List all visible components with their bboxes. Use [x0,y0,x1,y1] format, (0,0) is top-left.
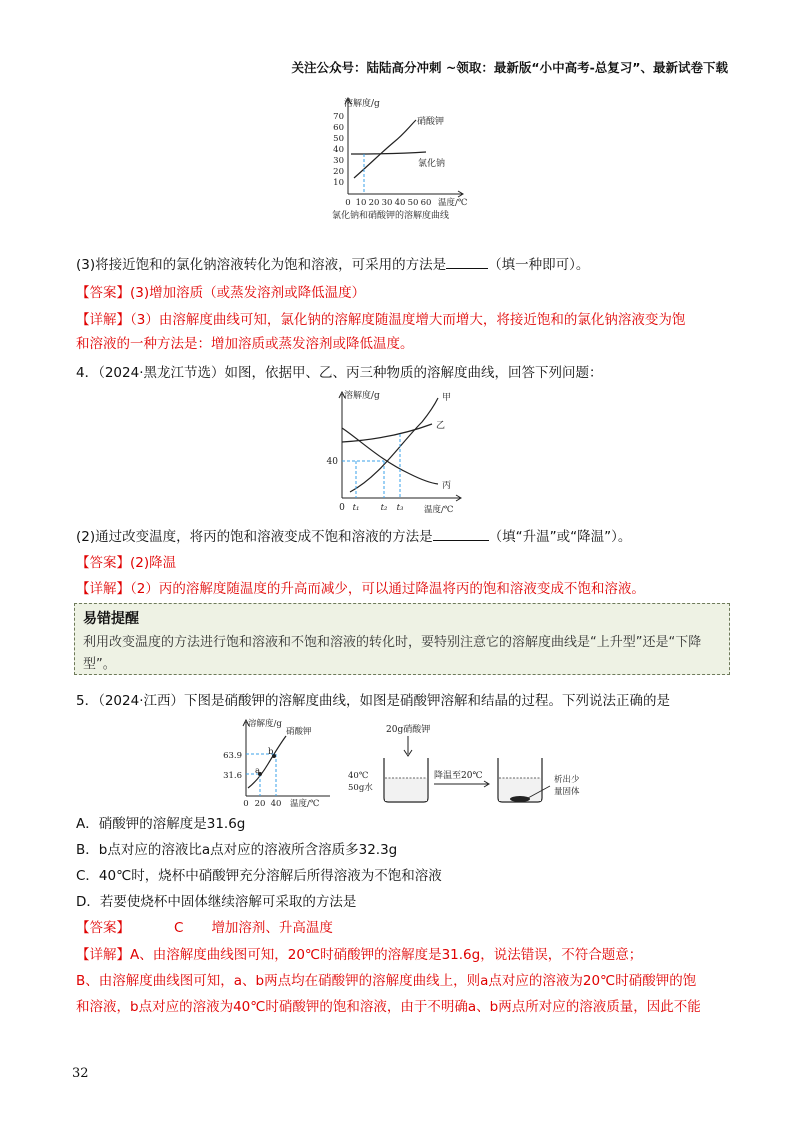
q5-answer: 【答案】 C 增加溶剂、升高温度 [76,920,333,936]
chart1-xtick: 50 [407,198,419,208]
chart2-label-jia: 甲 [442,393,452,403]
q4-subquestion: (2)通过改变温度，将丙的饱和溶液变成不饱和溶液的方法是 （填“升温”或“降温”）。 [76,526,736,548]
chart2-t1: t₁ [352,503,360,513]
chart1-ytick: 50 [333,134,344,144]
process-result-2: 量固体 [554,787,580,797]
q3-detail-1: 【详解】（3）由溶解度曲线可知，氯化钠的溶解度随温度增大而增大，将接近饱和的氯化钠溶液变为饱 [76,312,686,328]
curve-kno3-q5 [248,736,286,788]
q3-question: (3)将接近饱和的氯化钠溶液转化为饱和溶液，可采用的方法是 （填一种即可）。 [76,254,736,276]
chart1-label-kno3: 硝酸钾 [417,117,445,127]
chart3-xlabel: 温度/℃ [290,799,320,809]
process-arrow-label: 降温至20℃ [434,771,483,781]
precipitate-solid [510,796,530,802]
chart2-label-bing: 丙 [442,481,452,491]
chart1-xlabel: 温度/℃ [438,198,468,208]
error-tip-title: 易错提醒 [83,611,139,627]
curve-kno3 [354,120,416,178]
chart2-t3: t₃ [396,503,404,513]
q5-detail-2: B、由溶解度曲线图可知，a、b两点均在硝酸钾的溶解度曲线上，则a点对应的溶液为20℃时硝酸钾的饱 [76,973,697,989]
page-number: 32 [72,1066,89,1081]
q5-option-b: B．b点对应的溶液比a点对应的溶液所含溶质多32.3g [76,842,398,858]
process-water-label: 50g水 [348,783,373,793]
kno3-process-diagram [348,720,592,808]
chart1-caption: 氯化钠和硝酸钾的溶解度曲线 [332,211,450,221]
chart3-xtick: 20 [254,799,266,809]
chart1-ytick: 70 [333,112,344,122]
curve-yi [342,424,432,442]
q5-detail-3: 和溶液，b点对应的溶液为40℃时硝酸钾的饱和溶液，由于不明确a、b两点所对应的溶液质量，因此不能 [76,999,701,1015]
q3-answer: 【答案】(3)增加溶质（或蒸发溶剂或降低温度） [76,285,366,301]
process-result-1: 析出少 [554,775,580,785]
q5-detail-1: 【详解】A、由溶解度曲线图可知，20℃时硝酸钾的溶解度是31.6g，说法错误，不符合题意； [76,947,643,963]
chart2-t2: t₂ [380,503,388,513]
chart3-curve-label: 硝酸钾 [286,727,312,737]
q4-answer: 【答案】(2)降温 [76,555,177,571]
curve-jia [350,398,438,492]
error-tip-box [74,603,730,675]
q3-blank [446,254,488,269]
chart3-xtick: 40 [270,799,282,809]
q5-option-c: C．40℃时，烧杯中硝酸钾充分溶解后所得溶液为不饱和溶液 [76,868,442,884]
chart3-y2: 31.6 [223,771,242,781]
chart1-ytick: 30 [333,156,344,166]
chart-abc-solubility [320,384,470,516]
beaker-left-liquid [385,778,427,801]
q4-question: 4．（2024·黑龙江节选）如图，依据甲、乙、丙三种物质的溶解度曲线，回答下列问题： [76,365,603,381]
chart-kno3-solubility [223,714,338,810]
chart2-label-yi: 乙 [436,421,446,431]
chart1-ylabel: 溶解度/g [344,99,380,109]
chart1-ytick: 60 [333,123,344,133]
chart2-xlabel: 温度/℃ [424,505,454,515]
chart3-y1: 63.9 [223,751,242,761]
chart1-xtick: 0 [345,198,351,208]
chart-nacl-kno3 [320,92,470,224]
chart2-y40: 40 [326,457,338,467]
chart2-origin: 0 [339,503,345,513]
chart1-xtick: 40 [394,198,406,208]
chart1-xtick: 10 [355,198,367,208]
process-temp-label: 40℃ [348,771,369,781]
q5-option-a: A．硝酸钾的溶解度是31.6g [76,816,246,832]
chart3-ylabel: 溶解度/g [248,719,282,729]
q5-question: 5．（2024·江西）下图是硝酸钾的溶解度曲线，如图是硝酸钾溶解和结晶的过程。下列说法正确的是 [76,693,670,709]
chart1-xtick: 20 [368,198,380,208]
process-add-label: 20g硝酸钾 [386,725,431,735]
curve-nacl [351,152,426,154]
chart3-label-b: b [268,747,274,757]
chart1-ytick: 40 [333,145,344,155]
chart1-ytick: 20 [333,167,344,177]
q3-detail-2: 和溶液的一种方法是：增加溶质或蒸发溶剂或降低温度。 [76,336,414,352]
page-header: 关注公众号：陆陆高分冲刺 ~领取：最新版“小中高考-总复习”、最新试卷下载 [291,60,728,75]
q4-detail: 【详解】（2）丙的溶解度随温度的升高而减少，可以通过降温将丙的饱和溶液变成不饱和溶液。 [76,581,645,597]
chart3-label-a: a [255,766,261,776]
q4-blank [433,526,489,541]
chart1-ytick: 10 [333,178,344,188]
chart1-label-nacl: 氯化钠 [418,159,446,169]
chart2-ylabel: 溶解度/g [344,391,380,401]
chart1-xtick: 60 [420,198,432,208]
error-tip-text: 利用改变温度的方法进行饱和溶液和不饱和溶液的转化时，要特别注意它的溶解度曲线是“上升型”还是“下降型”。 [83,635,702,672]
q5-option-d: D．若要使烧杯中固体继续溶解可采取的方法是 [76,894,357,910]
chart1-xtick: 30 [381,198,393,208]
chart3-xtick: 0 [243,799,249,809]
